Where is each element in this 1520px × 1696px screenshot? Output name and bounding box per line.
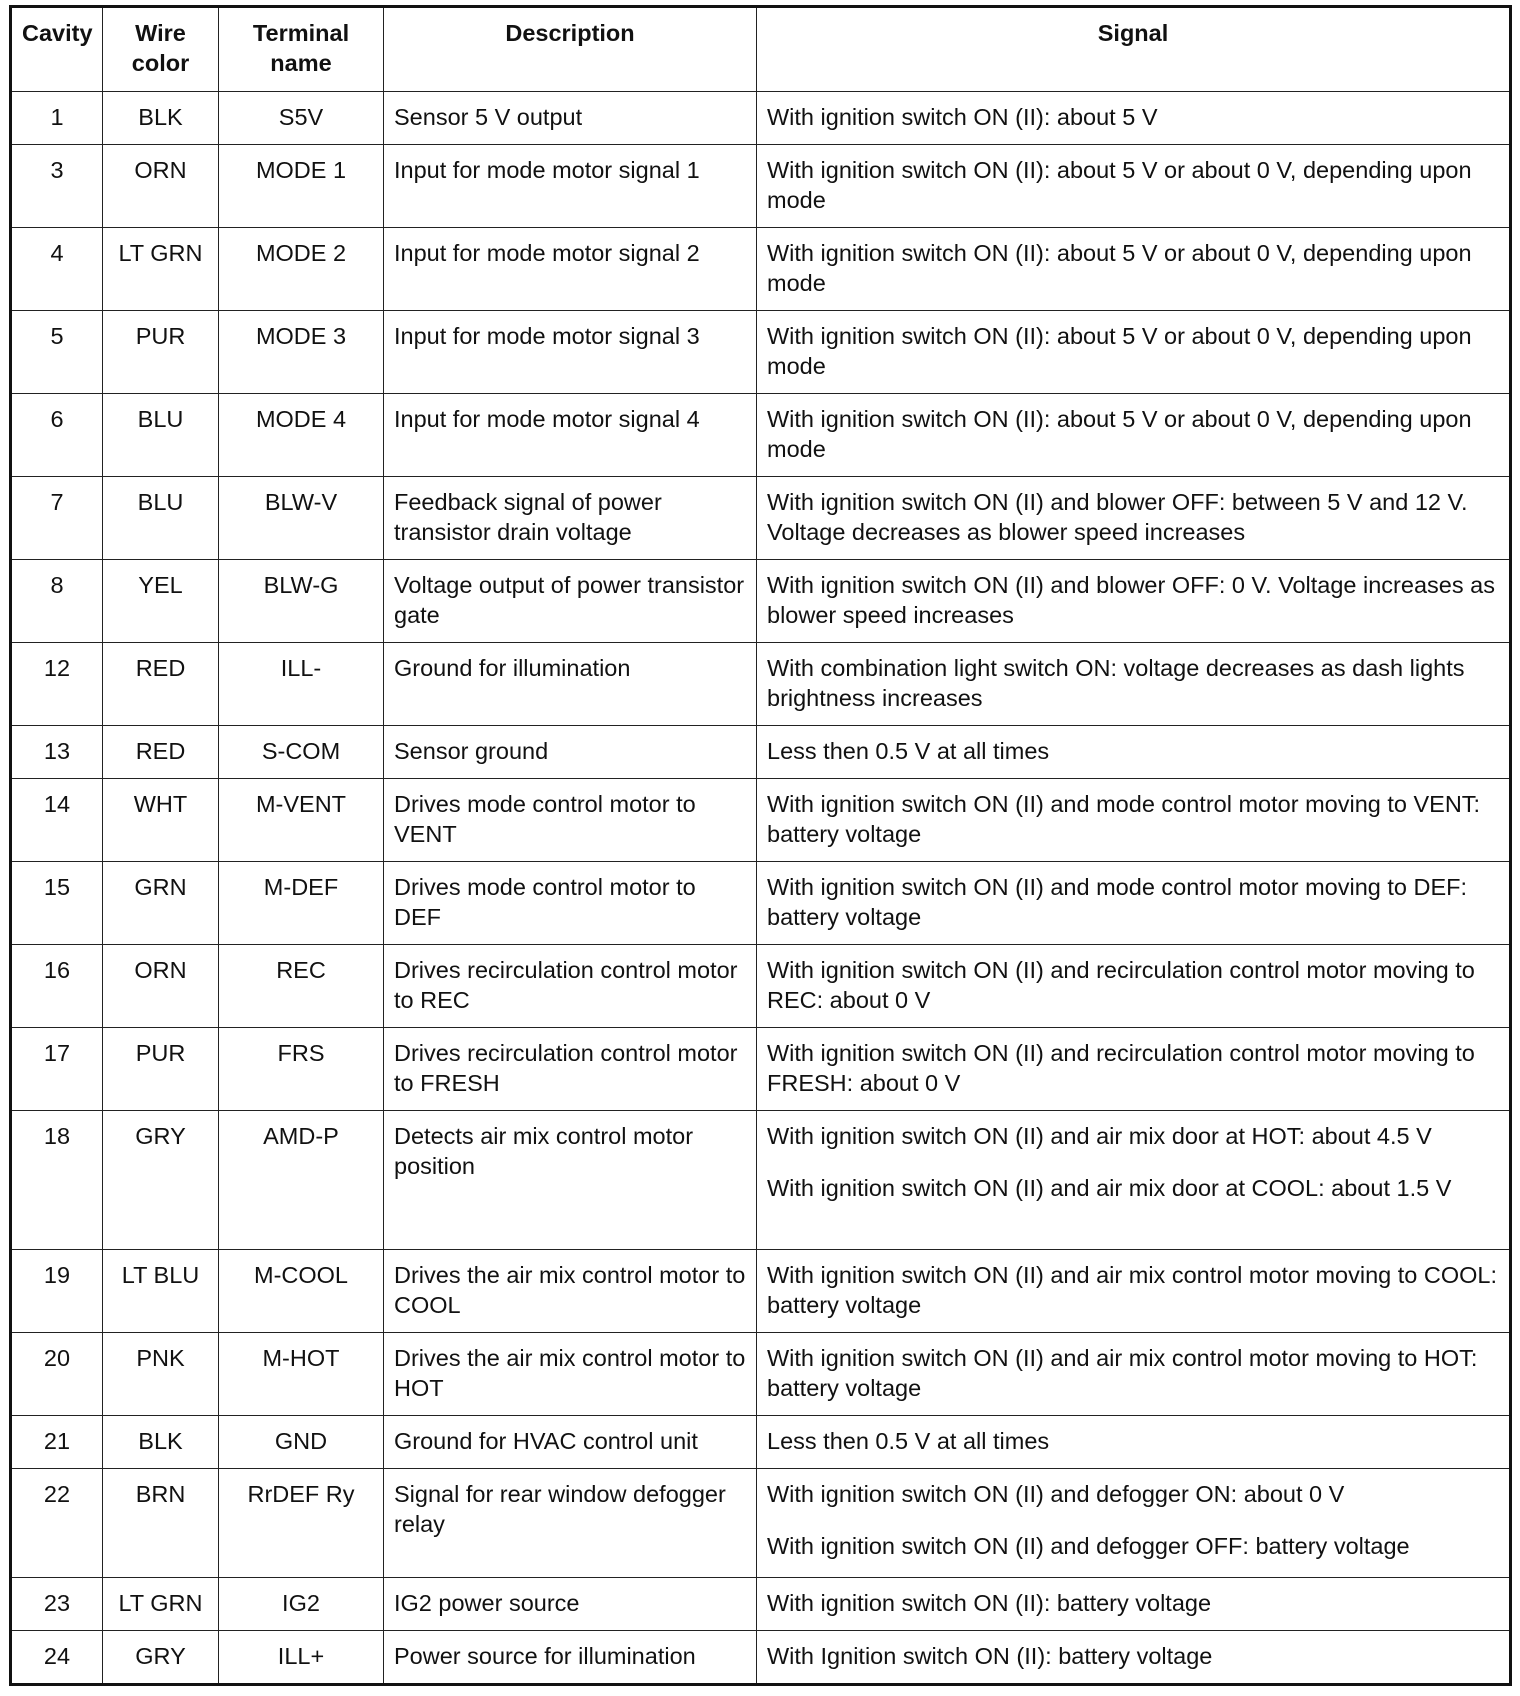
- signal-cell: [757, 1250, 1511, 1333]
- signal-text: With ignition switch ON (II) and mode control motor moving to DEF: battery voltage: [767, 874, 1468, 930]
- description-cell: Input for mode motor signal 3: [384, 311, 757, 394]
- wire-color-cell: PUR: [103, 1028, 219, 1111]
- description-cell: Drives the air mix control motor to HOT: [384, 1333, 757, 1416]
- wire-color-cell: BLU: [103, 477, 219, 560]
- table-row: [11, 643, 1511, 726]
- header-wire-color: Wire color: [103, 7, 219, 92]
- table-row: [11, 394, 1511, 477]
- wire-color-cell: BLK: [103, 1416, 219, 1469]
- signal-text: With ignition switch ON (II) and mode control motor moving to VENT: battery voltage: [767, 791, 1481, 847]
- table-row: [11, 726, 1511, 779]
- terminal-name-cell: MODE 4: [219, 394, 384, 477]
- header-signal: Signal: [757, 7, 1511, 92]
- description-cell: Drives recirculation control motor to REC: [384, 945, 757, 1028]
- description-cell: Power source for illumination: [384, 1631, 757, 1685]
- wire-color-cell: PUR: [103, 311, 219, 394]
- terminal-name-cell: M-VENT: [219, 779, 384, 862]
- table-row: [11, 1333, 1511, 1416]
- table-row: [11, 779, 1511, 862]
- cavity-cell: 1: [11, 92, 103, 145]
- description-cell: Drives the air mix control motor to COOL: [384, 1250, 757, 1333]
- signal-text: With ignition switch ON (II) and blower OFF: between 5 V and 12 V. Voltage decreases as blower speed increases: [767, 489, 1468, 545]
- table-body: [11, 92, 1511, 1685]
- cavity-cell: 15: [11, 862, 103, 945]
- signal-text: With ignition switch ON (II) and air mix control motor moving to COOL: battery voltage: [767, 1262, 1498, 1318]
- cavity-cell: 16: [11, 945, 103, 1028]
- signal-cell: [757, 1111, 1511, 1250]
- signal-cell: [757, 643, 1511, 726]
- terminal-name-cell: S5V: [219, 92, 384, 145]
- signal-cell: [757, 477, 1511, 560]
- signal-cell: [757, 1578, 1511, 1631]
- connector-terminal-table: [9, 5, 1512, 1686]
- signal-cell: [757, 1631, 1511, 1685]
- description-cell: Input for mode motor signal 1: [384, 145, 757, 228]
- cavity-cell: 12: [11, 643, 103, 726]
- terminal-name-cell: BLW-V: [219, 477, 384, 560]
- cavity-cell: 19: [11, 1250, 103, 1333]
- description-cell: Ground for HVAC control unit: [384, 1416, 757, 1469]
- cavity-cell: 5: [11, 311, 103, 394]
- signal-cell: [757, 92, 1511, 145]
- cavity-cell: 4: [11, 228, 103, 311]
- wire-color-cell: YEL: [103, 560, 219, 643]
- cavity-cell: 17: [11, 1028, 103, 1111]
- terminal-name-cell: MODE 1: [219, 145, 384, 228]
- cavity-cell: 23: [11, 1578, 103, 1631]
- terminal-name-cell: REC: [219, 945, 384, 1028]
- header-description: Description: [384, 7, 757, 92]
- description-cell: Ground for illumination: [384, 643, 757, 726]
- signal-text: With ignition switch ON (II): about 5 V or about 0 V, depending upon mode: [767, 406, 1472, 462]
- signal-text: With ignition switch ON (II): about 5 V: [767, 104, 1158, 130]
- cavity-cell: 6: [11, 394, 103, 477]
- header-row: [11, 7, 1511, 92]
- signal-cell: [757, 311, 1511, 394]
- cavity-cell: 13: [11, 726, 103, 779]
- signal-text: With Ignition switch ON (II): battery voltage: [767, 1643, 1213, 1669]
- cavity-cell: 21: [11, 1416, 103, 1469]
- signal-cell: [757, 1028, 1511, 1111]
- signal-text: With ignition switch ON (II) and air mix door at COOL: about 1.5 V: [767, 1175, 1452, 1201]
- wire-color-cell: LT GRN: [103, 228, 219, 311]
- signal-text: With ignition switch ON (II) and air mix door at HOT: about 4.5 V: [767, 1123, 1432, 1149]
- terminal-name-cell: M-COOL: [219, 1250, 384, 1333]
- wire-color-cell: BRN: [103, 1469, 219, 1578]
- table-row: [11, 1250, 1511, 1333]
- wire-color-cell: LT BLU: [103, 1250, 219, 1333]
- cavity-cell: 24: [11, 1631, 103, 1685]
- description-cell: Sensor 5 V output: [384, 92, 757, 145]
- table-row: [11, 1631, 1511, 1685]
- table-row: [11, 228, 1511, 311]
- wire-color-cell: PNK: [103, 1333, 219, 1416]
- signal-text: With ignition switch ON (II): about 5 V or about 0 V, depending upon mode: [767, 157, 1472, 213]
- wire-color-cell: BLU: [103, 394, 219, 477]
- signal-cell: [757, 726, 1511, 779]
- terminal-name-cell: M-HOT: [219, 1333, 384, 1416]
- description-cell: Sensor ground: [384, 726, 757, 779]
- cavity-cell: 3: [11, 145, 103, 228]
- table-row: [11, 1028, 1511, 1111]
- table-row: [11, 945, 1511, 1028]
- terminal-name-cell: ILL+: [219, 1631, 384, 1685]
- terminal-name-cell: IG2: [219, 1578, 384, 1631]
- terminal-name-cell: GND: [219, 1416, 384, 1469]
- table-row: [11, 862, 1511, 945]
- terminal-name-cell: RrDEF Ry: [219, 1469, 384, 1578]
- cavity-cell: 20: [11, 1333, 103, 1416]
- description-cell: Drives mode control motor to DEF: [384, 862, 757, 945]
- description-cell: Drives mode control motor to VENT: [384, 779, 757, 862]
- signal-text: With ignition switch ON (II): battery voltage: [767, 1590, 1212, 1616]
- cavity-cell: 8: [11, 560, 103, 643]
- table-row: [11, 311, 1511, 394]
- terminal-name-cell: MODE 3: [219, 311, 384, 394]
- description-cell: Drives recirculation control motor to FRESH: [384, 1028, 757, 1111]
- signal-text: With ignition switch ON (II): about 5 V or about 0 V, depending upon mode: [767, 323, 1472, 379]
- signal-cell: [757, 1333, 1511, 1416]
- cavity-cell: 14: [11, 779, 103, 862]
- table-row: [11, 560, 1511, 643]
- table-row: [11, 477, 1511, 560]
- signal-cell: [757, 560, 1511, 643]
- description-cell: IG2 power source: [384, 1578, 757, 1631]
- signal-text: With ignition switch ON (II) and air mix control motor moving to HOT: battery voltage: [767, 1345, 1478, 1401]
- terminal-name-cell: MODE 2: [219, 228, 384, 311]
- signal-text: Less then 0.5 V at all times: [767, 1428, 1050, 1454]
- terminal-name-cell: ILL-: [219, 643, 384, 726]
- header-cavity: Cavity: [11, 7, 103, 92]
- terminal-name-cell: FRS: [219, 1028, 384, 1111]
- signal-text: With combination light switch ON: voltage decreases as dash lights brightness increases: [767, 655, 1465, 711]
- wire-color-cell: RED: [103, 726, 219, 779]
- wire-color-cell: GRY: [103, 1631, 219, 1685]
- table-row: [11, 92, 1511, 145]
- wire-color-cell: BLK: [103, 92, 219, 145]
- wire-color-cell: ORN: [103, 145, 219, 228]
- signal-text: With ignition switch ON (II) and recirculation control motor moving to REC: about 0 V: [767, 957, 1475, 1013]
- signal-text: With ignition switch ON (II): about 5 V or about 0 V, depending upon mode: [767, 240, 1472, 296]
- description-cell: Signal for rear window defogger relay: [384, 1469, 757, 1578]
- wire-color-cell: GRN: [103, 862, 219, 945]
- connector-terminal-table-container: [9, 5, 1512, 1686]
- terminal-name-cell: S-COM: [219, 726, 384, 779]
- terminal-name-cell: AMD-P: [219, 1111, 384, 1250]
- description-cell: Feedback signal of power transistor drain voltage: [384, 477, 757, 560]
- terminal-name-cell: M-DEF: [219, 862, 384, 945]
- signal-text: With ignition switch ON (II) and recirculation control motor moving to FRESH: about 0 V: [767, 1040, 1475, 1096]
- signal-text: With ignition switch ON (II) and defogger OFF: battery voltage: [767, 1533, 1410, 1559]
- table-row: [11, 1111, 1511, 1250]
- cavity-cell: 18: [11, 1111, 103, 1250]
- signal-cell: [757, 945, 1511, 1028]
- wire-color-cell: WHT: [103, 779, 219, 862]
- signal-cell: [757, 228, 1511, 311]
- signal-cell: [757, 1469, 1511, 1578]
- signal-cell: [757, 1416, 1511, 1469]
- signal-cell: [757, 862, 1511, 945]
- wire-color-cell: LT GRN: [103, 1578, 219, 1631]
- signal-cell: [757, 394, 1511, 477]
- description-cell: Voltage output of power transistor gate: [384, 560, 757, 643]
- wire-color-cell: GRY: [103, 1111, 219, 1250]
- wire-color-cell: RED: [103, 643, 219, 726]
- signal-cell: [757, 145, 1511, 228]
- description-cell: Input for mode motor signal 4: [384, 394, 757, 477]
- table-row: [11, 1578, 1511, 1631]
- header-terminal-name: Terminal name: [219, 7, 384, 92]
- signal-text: With ignition switch ON (II) and blower OFF: 0 V. Voltage increases as blower speed increases: [767, 572, 1495, 628]
- table-row: [11, 1469, 1511, 1578]
- signal-text: Less then 0.5 V at all times: [767, 738, 1050, 764]
- table-row: [11, 1416, 1511, 1469]
- table-row: [11, 145, 1511, 228]
- cavity-cell: 22: [11, 1469, 103, 1578]
- signal-cell: [757, 779, 1511, 862]
- cavity-cell: 7: [11, 477, 103, 560]
- signal-text: With ignition switch ON (II) and defogger ON: about 0 V: [767, 1481, 1345, 1507]
- description-cell: Input for mode motor signal 2: [384, 228, 757, 311]
- description-cell: Detects air mix control motor position: [384, 1111, 757, 1250]
- wire-color-cell: ORN: [103, 945, 219, 1028]
- terminal-name-cell: BLW-G: [219, 560, 384, 643]
